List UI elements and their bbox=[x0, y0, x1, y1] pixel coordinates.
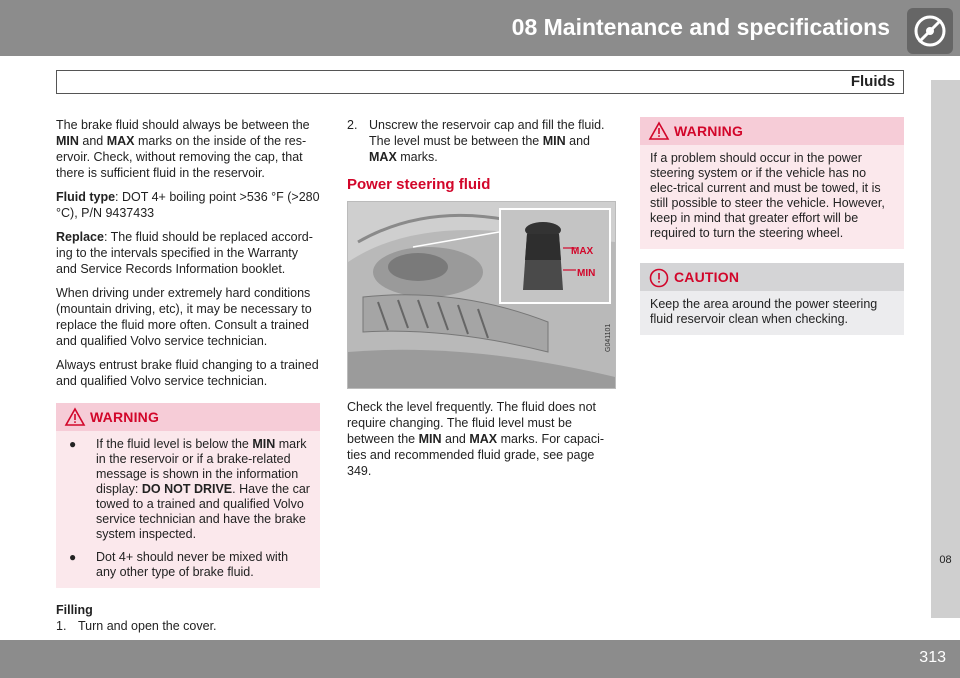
warning-triangle-icon bbox=[648, 121, 670, 141]
list-item: 2. Unscrew the reservoir cap and fill the fluid. The level must be between the MIN and MAX marks. bbox=[347, 118, 605, 164]
warning-triangle-icon bbox=[64, 407, 86, 427]
engine-bay-photo bbox=[347, 201, 616, 389]
caution-label: CAUTION bbox=[674, 269, 740, 285]
caution-box bbox=[640, 263, 904, 335]
column-brake-fluid bbox=[56, 117, 320, 634]
figure-code: G041101 bbox=[605, 323, 612, 352]
page-header bbox=[0, 0, 960, 56]
warning-header bbox=[640, 117, 904, 145]
chapter-title: 08 Maintenance and specifications bbox=[511, 14, 890, 40]
fluid-type: Fluid type: DOT 4+ boiling point >536 °F (>280 °C), P/N 9437433 bbox=[56, 190, 320, 220]
page-footer bbox=[0, 640, 960, 678]
max-mark-label: MAX bbox=[571, 246, 594, 257]
filling-heading: Filling bbox=[56, 603, 93, 617]
check-level-text: Check the level frequently. The fluid does not require changing. The fluid level must be between the MIN and MAX marks. For capaci-ties and recommended fluid grade, see page 349. bbox=[347, 400, 605, 478]
reservoir-inset bbox=[499, 208, 611, 304]
warning-body bbox=[56, 431, 320, 588]
list-item: ● Dot 4+ should never be mixed with any other type of brake fluid. bbox=[69, 550, 289, 579]
brake-warning-box bbox=[56, 403, 320, 588]
list-item: ● If the fluid level is below the MIN mark in the reservoir or if a brake-related message is shown in the information display: DO NOT DRIVE. Have the car towed to a trained and qualified Volvo service technician and have the brake system inspected. bbox=[69, 437, 310, 541]
section-title: Fluids bbox=[850, 73, 895, 90]
caution-header bbox=[640, 263, 904, 291]
warning-header bbox=[56, 403, 320, 431]
warning-label: WARNING bbox=[674, 123, 744, 139]
list-item: 1. Turn and open the cover. bbox=[56, 619, 217, 633]
caution-body: Keep the area around the power steering fluid reservoir clean when checking. bbox=[640, 291, 904, 335]
filling-steps-cont bbox=[347, 117, 614, 165]
steering-warning-box bbox=[640, 117, 904, 249]
brake-intro: The brake fluid should always be between the MIN and MAX marks on the inside of the res-ervoir. Check, without removing the cap, that there is sufficient fluid in the reservoir. bbox=[56, 118, 310, 180]
warning-body: If a problem should occur in the power steering system or if the vehicle has no elec-trical current and must be towed, it is still possible to steer the vehicle. However, keep in mind that greater effort will be required to turn the steering wheel. bbox=[640, 145, 904, 249]
filling-steps bbox=[56, 618, 320, 634]
extreme-conditions: When driving under extremely hard conditions (mountain driving, etc), it may be necessary to replace the fluid more often. Consult a trained and qualified Volvo service technician. bbox=[56, 286, 312, 348]
warning-label: WARNING bbox=[90, 409, 160, 425]
chapter-side-tab bbox=[931, 80, 960, 618]
power-steering-heading: Power steering fluid bbox=[347, 176, 491, 193]
section-bar bbox=[56, 70, 904, 94]
column-power-steering bbox=[347, 117, 614, 487]
wrench-gear-icon bbox=[907, 8, 953, 54]
column-warnings bbox=[640, 117, 904, 335]
replace-info: Replace: The fluid should be replaced accord-ing to the intervals specified in the Warranty and Service Records Information booklet. bbox=[56, 230, 313, 276]
side-tab-label: 08 bbox=[939, 554, 952, 566]
caution-circle-icon bbox=[648, 267, 670, 289]
page-number: 313 bbox=[919, 649, 946, 666]
entrust-text: Always entrust brake fluid changing to a trained and qualified Volvo service technician. bbox=[56, 358, 319, 388]
min-mark-label: MIN bbox=[577, 268, 596, 279]
